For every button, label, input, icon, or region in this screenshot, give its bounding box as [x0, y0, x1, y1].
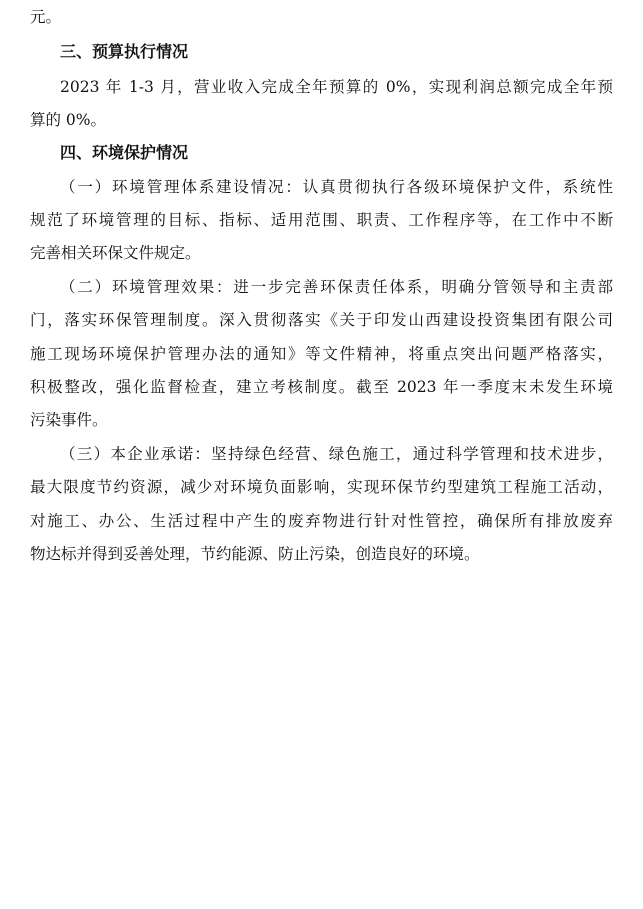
text-line: （一）环境管理体系建设情况：认真贯彻执行各级环境保护文件，系统性 — [60, 178, 613, 196]
text-line: 2023 年 1-3 月，营业收入完成全年预算的 0%，实现利润总额完成全年预 — [60, 78, 613, 96]
text-line: 积极整改，强化监督检查，建立考核制度。截至 2023 年一季度末未发生环境 — [30, 378, 613, 396]
text-line: 门，落实环保管理制度。深入贯彻落实《关于印发山西建设投资集团有限公司 — [30, 311, 613, 329]
text-line: 最大限度节约资源，减少对环境负面影响，实现环保节约型建筑工程施工活动， — [30, 478, 613, 496]
text-line: 施工现场环境保护管理办法的通知》等文件精神，将重点突出问题严格落实， — [30, 345, 613, 363]
text-line: 污染事件。 — [30, 411, 108, 429]
section-heading-environment: 四、环境保护情况 — [60, 143, 189, 162]
text-line: 规范了环境管理的目标、指标、适用范围、职责、工作程序等，在工作中不断 — [30, 211, 613, 229]
text-line: （三）本企业承诺：坚持绿色经营、绿色施工，通过科学管理和技术进步， — [60, 445, 613, 463]
text-line-continuation: 元。 — [30, 8, 62, 26]
text-line: 对施工、办公、生活过程中产生的废弃物进行针对性管控，确保所有排放废弃 — [30, 512, 613, 530]
text-line: 物达标并得到妥善处理，节约能源、防止污染，创造良好的环境。 — [30, 545, 480, 563]
section-heading-budget: 三、预算执行情况 — [60, 42, 189, 61]
text-line: （二）环境管理效果：进一步完善环保责任体系，明确分管领导和主责部 — [60, 278, 613, 296]
text-line: 完善相关环保文件规定。 — [30, 244, 201, 262]
text-line: 算的 0%。 — [30, 111, 107, 129]
